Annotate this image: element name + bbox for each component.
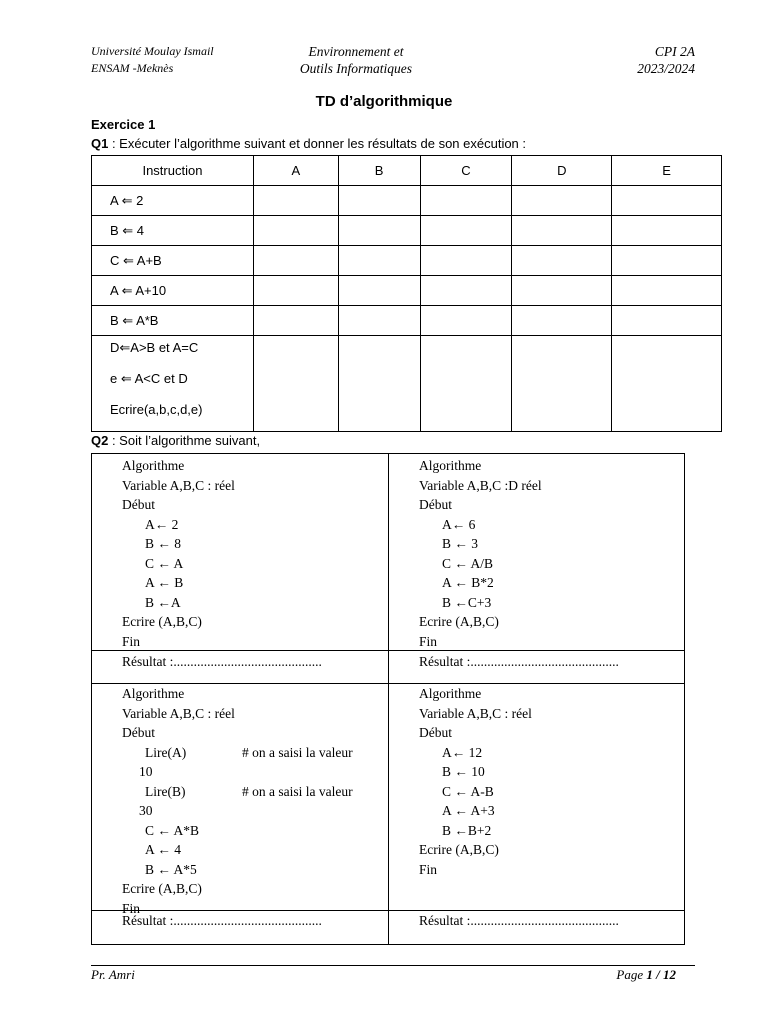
answer-cell[interactable] — [512, 246, 612, 276]
algo-line — [122, 743, 384, 763]
footer-divider — [91, 965, 695, 966]
instruction-cell: A ⇐ A+10 — [92, 276, 254, 306]
answer-cell[interactable] — [253, 306, 338, 336]
algorithm-4 — [419, 684, 679, 879]
algo-line: A ← 4 — [145, 842, 182, 857]
col-header: C — [420, 156, 512, 186]
answer-cell[interactable] — [512, 306, 612, 336]
class-name: CPI 2A — [654, 44, 695, 59]
q2-question — [91, 433, 260, 448]
col-header: D — [512, 156, 612, 186]
algo-line: B ← 8 — [145, 536, 182, 551]
algo-line: Ecrire (A,B,C) — [419, 842, 499, 857]
algo-line: Algorithme — [122, 686, 185, 701]
algo-line: B ← 3 — [442, 536, 479, 551]
answer-cell[interactable] — [338, 306, 420, 336]
algo-line: C ← A*B — [145, 822, 200, 838]
instruction-cell: B ⇐ A*B — [92, 306, 254, 336]
answer-cell[interactable] — [512, 216, 612, 246]
algo-line: 10 — [139, 764, 153, 779]
algo-line: Fin — [419, 633, 438, 649]
answer-cell[interactable] — [612, 276, 722, 306]
answer-cell[interactable] — [512, 186, 612, 216]
answer-cell[interactable] — [253, 246, 338, 276]
answer-cell[interactable] — [338, 276, 420, 306]
page-prefix: Page — [616, 967, 647, 982]
result-line-2[interactable]: Résultat :............................................ — [419, 654, 619, 669]
answer-cell[interactable] — [612, 306, 722, 336]
algo-line: Variable A,B,C : réel — [122, 705, 235, 721]
class-block — [637, 43, 695, 77]
result-line-4[interactable]: Résultat :............................................ — [419, 913, 619, 928]
instruction-cell: A ⇐ 2 — [92, 186, 254, 216]
answer-cell[interactable] — [612, 336, 722, 432]
algo-line: Algorithme — [419, 458, 482, 473]
column-divider — [388, 454, 389, 944]
course-line-2: Outils Informatiques — [299, 61, 413, 76]
algo-line: Fin — [122, 633, 141, 649]
algo-line: Variable A,B,C :D réel — [419, 477, 542, 493]
q1-label: Q1 — [91, 136, 109, 151]
answer-cell[interactable] — [420, 336, 512, 432]
algo-line: B ← 10 — [442, 764, 485, 779]
answer-cell[interactable] — [253, 186, 338, 216]
algo-line: 30 — [139, 803, 153, 818]
trace-table — [91, 155, 722, 432]
page-title: TD d’algorithmique — [315, 93, 453, 110]
result-line-3[interactable]: Résultat :............................................ — [122, 913, 322, 928]
answer-cell[interactable] — [338, 336, 420, 432]
answer-cell[interactable] — [253, 336, 338, 432]
algo-line: C ← A — [145, 555, 184, 571]
col-header: A — [253, 156, 338, 186]
algorithm-2 — [419, 456, 679, 651]
algo-comment: # on a saisi la valeur — [242, 744, 353, 760]
algo-line: B ←C+3 — [442, 594, 492, 610]
answer-cell[interactable] — [338, 216, 420, 246]
table-row — [92, 246, 722, 276]
algo-line: Début — [122, 497, 155, 512]
answer-cell[interactable] — [338, 186, 420, 216]
algo-line: A ← B — [145, 575, 184, 590]
exercise-title: Exercice 1 — [91, 117, 156, 132]
algo-line: Ecrire (A,B,C) — [122, 614, 202, 629]
academic-year: 2023/2024 — [637, 61, 695, 76]
algo-line: C ← A-B — [442, 783, 494, 799]
table-row — [92, 276, 722, 306]
course-block — [271, 43, 441, 77]
instruction-line: D⇐A>B et A=C — [110, 340, 199, 355]
instruction-cell: C ⇐ A+B — [92, 246, 254, 276]
answer-cell[interactable] — [420, 306, 512, 336]
col-header: B — [338, 156, 420, 186]
algo-line: A ← A+3 — [442, 803, 495, 818]
algo-line: B ←A — [145, 594, 181, 610]
table-row — [92, 186, 722, 216]
algorithms-grid — [91, 453, 685, 945]
algo-line: A← 2 — [145, 516, 179, 532]
answer-cell[interactable] — [420, 216, 512, 246]
algorithm-3 — [122, 684, 384, 918]
answer-cell[interactable] — [612, 216, 722, 246]
algo-line: Fin — [122, 900, 141, 916]
answer-cell[interactable] — [612, 246, 722, 276]
course-line-1: Environnement et — [308, 44, 404, 59]
instruction-line: Ecrire(a,b,c,d,e) — [110, 402, 203, 417]
page-count: 1 / 12 — [646, 967, 676, 982]
answer-cell[interactable] — [420, 246, 512, 276]
algo-comment: # on a saisi la valeur — [242, 783, 353, 799]
table-row — [92, 336, 722, 432]
algo-line: C ← A/B — [442, 555, 494, 571]
instruction-line: e ⇐ A<C et D — [110, 371, 188, 386]
page-header — [91, 43, 695, 83]
algo-line: Début — [122, 725, 155, 740]
algo-line: A← 6 — [442, 516, 476, 532]
school-name: ENSAM -Meknès — [91, 61, 174, 75]
answer-cell[interactable] — [253, 276, 338, 306]
answer-cell[interactable] — [420, 186, 512, 216]
answer-cell[interactable] — [420, 276, 512, 306]
answer-cell[interactable] — [338, 246, 420, 276]
institution-block — [91, 43, 214, 77]
table-row — [92, 306, 722, 336]
read-instruction: Lire(A) — [145, 744, 187, 760]
answer-cell[interactable] — [512, 276, 612, 306]
algo-line: B ←B+2 — [442, 822, 492, 838]
algo-line: A← 12 — [442, 744, 483, 760]
answer-cell[interactable] — [612, 186, 722, 216]
university-name: Université Moulay Ismail — [91, 44, 214, 58]
algo-line: Variable A,B,C : réel — [419, 705, 532, 721]
result-line-1[interactable]: Résultat :............................................ — [122, 654, 322, 669]
algo-line: Ecrire (A,B,C) — [122, 881, 202, 896]
answer-cell[interactable] — [512, 336, 612, 432]
algo-line: Début — [419, 725, 452, 740]
col-header: Instruction — [92, 156, 254, 186]
col-header: E — [612, 156, 722, 186]
trace-table-header — [92, 156, 722, 186]
algo-line: Début — [419, 497, 452, 512]
algo-line: Ecrire (A,B,C) — [419, 614, 499, 629]
q2-label: Q2 — [91, 433, 109, 448]
q1-question — [91, 136, 526, 151]
algo-line: Variable A,B,C : réel — [122, 477, 235, 493]
q2-text: : Soit l’algorithme suivant, — [108, 433, 261, 448]
algo-line: Algorithme — [122, 458, 185, 473]
answer-cell[interactable] — [253, 216, 338, 246]
q1-text: : Exécuter l’algorithme suivant et donner les résultats de son exécution : — [108, 136, 527, 151]
algorithm-1 — [122, 456, 382, 651]
algo-line: A ← B*2 — [442, 575, 494, 590]
table-row — [92, 216, 722, 246]
read-instruction: Lire(B) — [145, 783, 186, 799]
author-name: Pr. Amri — [91, 967, 135, 982]
algo-line — [122, 782, 384, 802]
instruction-cell — [92, 336, 254, 432]
algo-line: B ← A*5 — [145, 861, 197, 877]
instruction-cell: B ⇐ 4 — [92, 216, 254, 246]
algo-line: Algorithme — [419, 686, 482, 701]
algo-line: Fin — [419, 861, 438, 877]
page-number — [616, 967, 676, 983]
